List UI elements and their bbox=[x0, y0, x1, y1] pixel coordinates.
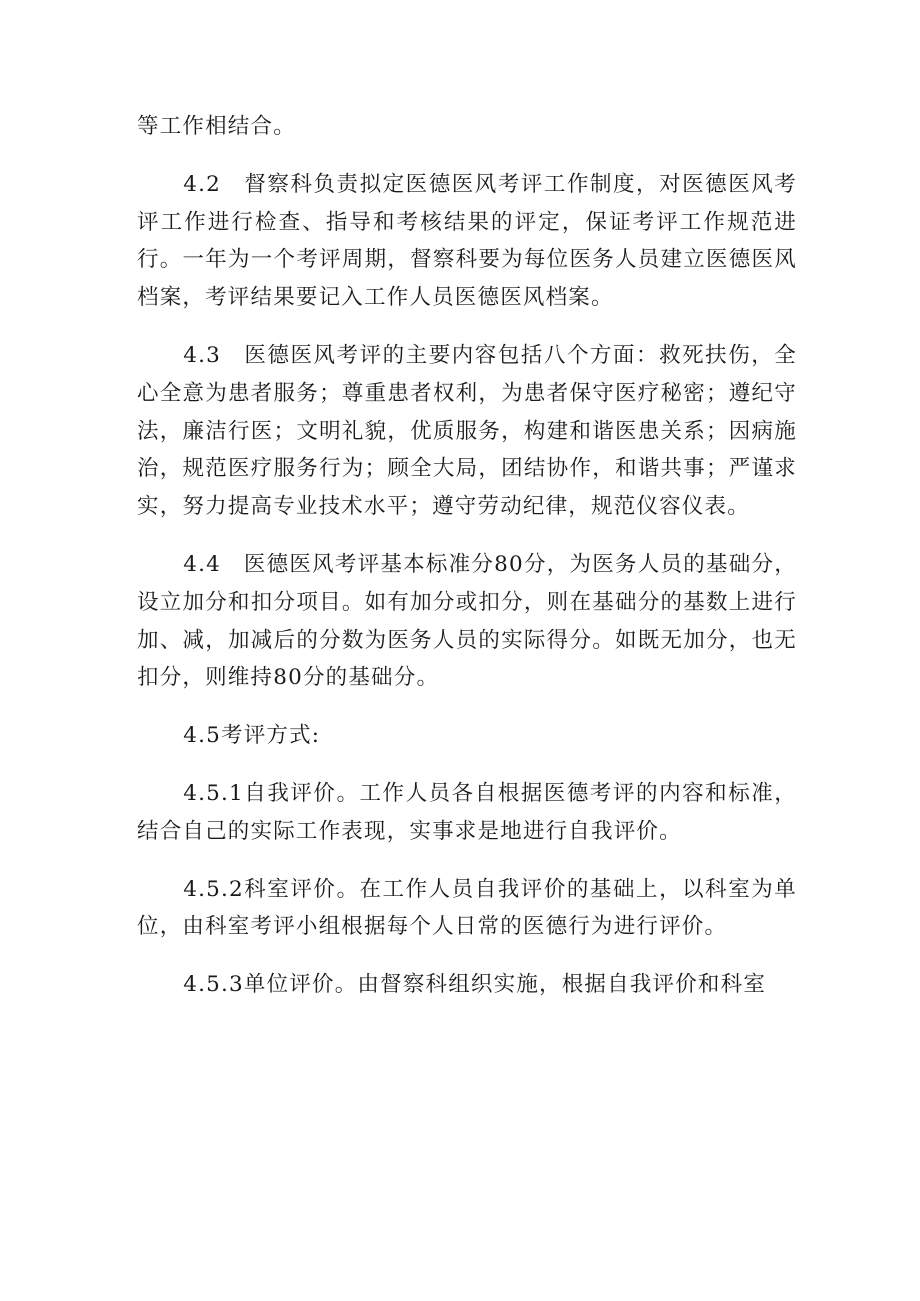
document-body bbox=[137, 108, 797, 1004]
paragraph-4-5-3: 4.5.3单位评价。由督察科组织实施，根据自我评价和科室 bbox=[183, 972, 767, 998]
paragraph-4-5-2: 4.5.2科室评价。在工作人员自我评价的基础上，以科室为单位，由科室考评小组根据每个人日常的医德行为进行评价。 bbox=[137, 876, 797, 940]
paragraph-4-5-1: 4.5.1自我评价。工作人员各自根据医德考评的内容和标准，结合自己的实际工作表现，实事求是地进行自我评价。 bbox=[137, 780, 797, 844]
paragraph-4-3: 4.3 医德医风考评的主要内容包括八个方面：救死扶伤，全心全意为患者服务；尊重患者权利，为患者保守医疗秘密；遵纪守法，廉洁行医；文明礼貌，优质服务，构建和谐医患关系；因病施治，规范医疗服务行为；顾全大局，团结协作，和谐共事；严谨求实，努力提高专业技术水平；遵守劳动纪律，规范仪容仪表。 bbox=[137, 342, 797, 520]
paragraph-4-5: 4.5考评方式: bbox=[183, 723, 321, 749]
paragraph-continuation: 等工作相结合。 bbox=[137, 114, 296, 139]
paragraph-4-2: 4.2 督察科负责拟定医德医风考评工作制度，对医德医风考评工作进行检查、指导和考核结果的评定，保证考评工作规范进行。一年为一个考评周期，督察科要为每位医务人员建立医德医风档案，考评结果要记入工作人员医德医风档案。 bbox=[137, 171, 797, 311]
paragraph-4-4: 4.4 医德医风考评基本标准分80分，为医务人员的基础分，设立加分和扣分项目。如有加分或扣分，则在基础分的基数上进行加、减，加减后的分数为医务人员的实际得分。如既无加分，也无扣分，则维持80分的基础分。 bbox=[137, 551, 797, 691]
